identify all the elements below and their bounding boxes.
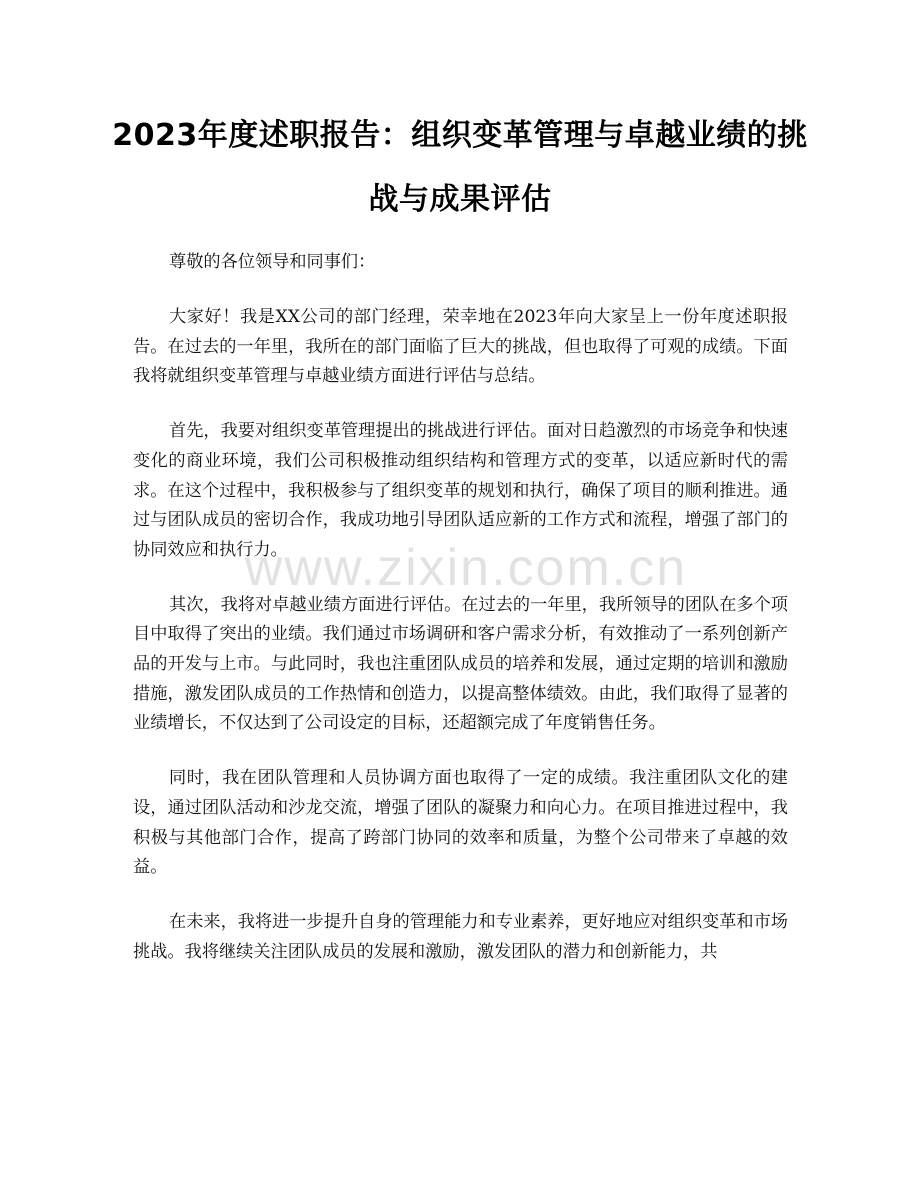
document-body (133, 248, 788, 993)
site-watermark: www.zixin.com.cn (244, 539, 688, 597)
performance-paragraph: 其次，我将对卓越业绩方面进行评估。在过去的一年里，我所领导的团队在多个项目中取得了突出的业绩。我们通过市场调研和客户需求分析，有效推动了一系列创新产品的开发与上市。与此同时，我也注重团队成员的培养和发展，通过定期的培训和激励措施，激发团队成员的工作热情和创造力，以提高整体绩效。由此，我们取得了显著的业绩增长，不仅达到了公司设定的目标，还超额完成了年度销售任务。 (133, 594, 788, 734)
team-management-paragraph: 同时，我在团队管理和人员协调方面也取得了一定的成绩。我注重团队文化的建设，通过团队活动和沙龙交流，增强了团队的凝聚力和向心力。在项目推进过程中，我积极与其他部门合作，提高了跨部门协同的效率和质量，为整个公司带来了卓越的效益。 (133, 768, 788, 878)
salutation-paragraph: 尊敬的各位领导和同事们： (169, 252, 376, 272)
intro-paragraph: 大家好！我是XX公司的部门经理，荣幸地在2023年向大家呈上一份年度述职报告。在过去的一年里，我所在的部门面临了巨大的挑战，但也取得了可观的成绩。下面我将就组织变革管理与卓越业绩方面进行评估与总结。 (133, 307, 788, 387)
change-management-paragraph: 首先，我要对组织变革管理提出的挑战进行评估。面对日趋激烈的市场竞争和快速变化的商业环境，我们公司积极推动组织结构和管理方式的变革，以适应新时代的需求。在这个过程中，我积极参与了组织变革的规划和执行，确保了项目的顺利推进。通过与团队成员的密切合作，我成功地引导团队适应新的工作方式和流程，增强了部门的协同效应和执行力。 (133, 421, 788, 560)
document-title: 2023年度述职报告：组织变革管理与卓越业绩的挑战与成果评估 (112, 118, 808, 217)
future-plan-paragraph: 在未来，我将进一步提升自身的管理能力和专业素养，更好地应对组织变革和市场挑战。我将继续关注团队成员的发展和激励，激发团队的潜力和创新能力，共 (133, 912, 788, 962)
